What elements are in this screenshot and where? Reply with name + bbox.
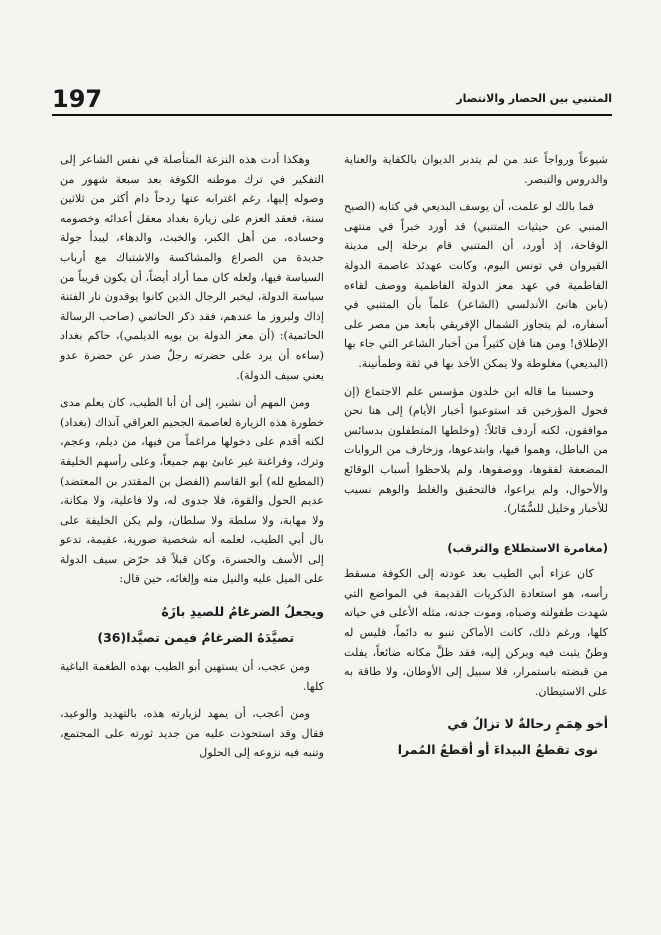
verse <box>60 599 324 651</box>
paragraph: وهكذا أدت هذه النزعة المتأصلة في نفس الشاعر إلى التفكير في ترك موطنه الكوفة بعد سبعة شهور من وصوله إليها، رغم اغترابه عنها ردحاً دام أكثر من ثلاثين سنة، فعقد العزم على زيارة بغداد معقل أعدائه وخصومه وحساده، من أهل الكبر، والخبث، والدهاء، ليبدأ جولة جديدة من الصراع والمشاكسة والاشتباك مع أرباب السياسة فيها، ولعله كان مما أراد أيضاً، أن يكون قريباً من سياسة الدولة، ليخبر الرجال الذين كانوا يوقدون نار الفتنة إذاك ولبروز ما عندهم، فقد ذكر الحاتمي (صاحب الرسالة الحاتمية): (أن معز الدولة بن بويه الديلمي)، حاكم بغداد (ساءه أن يرد على حضرته رجلٌ صدر عن حضرة عدو يعني سيف الدولة). <box>60 153 324 382</box>
paragraph: ومن عجب، أن يستهين أبو الطيب بهذه الطغمة الباغية كلها. <box>60 660 324 693</box>
verse-line: ويجعلُ الضرغامُ للصيدِ بازَهُ <box>161 604 324 620</box>
left-column <box>60 150 324 771</box>
page-number: 197 <box>52 85 103 113</box>
verse-line: تصيَّدَهُ الضرغامُ فيمن تصيَّدا(36) <box>97 630 294 646</box>
verse <box>344 711 608 763</box>
header-rule <box>52 114 612 116</box>
section-heading: (مغامرة الاستطلاع والترقب) <box>447 540 608 555</box>
paragraph: ومن المهم أن نشير، إلى أن أبا الطيب، كان يعلم مدى خطورة هذه الزيارة لعاصمة الجحيم العراقي آنذاك (بغداد) لكنه أقدم على دخولها مراغماً من فيها، من ديلم، وعجم، وترك، وفراغنة غير عابئ بهم جميعاً، وعلى رأسهم الخليفة (المطيع لله) أبو القاسم (الفضل بن المقتدر بن المعتضد) عديم الحول والقوة، فلا جدوى له، ولا فاعلية، ولا مكانة، ولا مهابة، ولا سلطة ولا سلطان، ولم يكن الخليفة على بال أبي الطيب، لعلمه أنه شخصية صورية، عقيمة، تدعو إلى الأسف والحسرة، وكان قبلاً قد حرّض سيف الدولة على الميل عليه والنيل منه وإلغائه، حين قال: <box>60 396 324 586</box>
paragraph: ومن أعجب، أن يمهد لزيارته هذه، بالتهديد والوعيد، فقال وقد استحوذت عليه من جديد ثورته على المجتمع، وتنبه فيه نزوعه إلى الحلول <box>60 707 324 760</box>
paragraph: كان عزاء أبي الطيب بعد عودته إلى الكوفة مسقط رأسه، هو استعادة الذكريات القديمة في المواضع التي شهدت طفولته وصباه، وموت جدته، مثله الأعلى في حياته كلها، ورغم ذلك، كانت الأماكن تنبو به دائماً، فليس له وطنٌ يثبت فيه ويركن إليه، فقد ظلَّ مكانه ضائعاً، يفلت من قبضته باستمرار، فلا سبيل إلى الأوطان، ولا طاقة به على الاستيطان. <box>344 567 608 698</box>
paragraph: شيوعاً ورواجاً عند من لم يتدبر الديوان بالكفاية والعناية والدروس والتبصر. <box>344 153 608 186</box>
verse-line: نوى تقطعُ البيداءَ أو أقطعُ المُمرا <box>397 742 598 758</box>
verse-line: أخو هِمَمٍ رحالةٌ لا تزالُ في <box>447 716 608 732</box>
running-title: المتنبي بين الحصار والانتصار <box>456 92 612 105</box>
paragraph: فما بالك لو علمت، أن يوسف البديعي في كتابه (الصبح المنبي عن حيثيات المتنبي) قد أورد خبراً في منتهى الوقاحة، إذ أورد، أن المتنبي قام برحلة إلى مدينة القيروان في تونس اليوم، وكانت عهدئذ عاصمة الدولة الفاطمية في عهد معز الدولة الفاطمية ووصف لقاءه (بابن هانئ الأندلسي (الشاعر) علماً بأن المتنبي في أسفاره، لم يتجاوز الشمال الإفريقي بأبعد من مصر على الإطلاق! ومن هنا فإن كثيراً من أخبار الشاعر التي جاء بها (البديعي) مغلوطة ولا يمكن الأخذ بها في ثقة وطمأنينة. <box>344 200 608 370</box>
paragraph: وحسبنا ما قاله ابن خلدون مؤسس علم الاجتماع (إن فحول المؤرخين قد استوعبوا أخبار الأيام) إلى هنا نحن موافقون، لكنه أردف قائلاً: (وخلطها المتطفلون بدسائس من الباطل، وهموا فيها، وابتدعوها، وزخارف من الروايات المضعفة لفقوها، ووصفوها، ولم يلاحظوا أسباب الوقائع والأحوال، ولم يراعوا، فالتحقيق والغلط والوهم نسيب للأخبار وخليل للسُّمّار). <box>344 384 608 516</box>
right-column <box>344 150 608 769</box>
page-header <box>52 84 612 114</box>
